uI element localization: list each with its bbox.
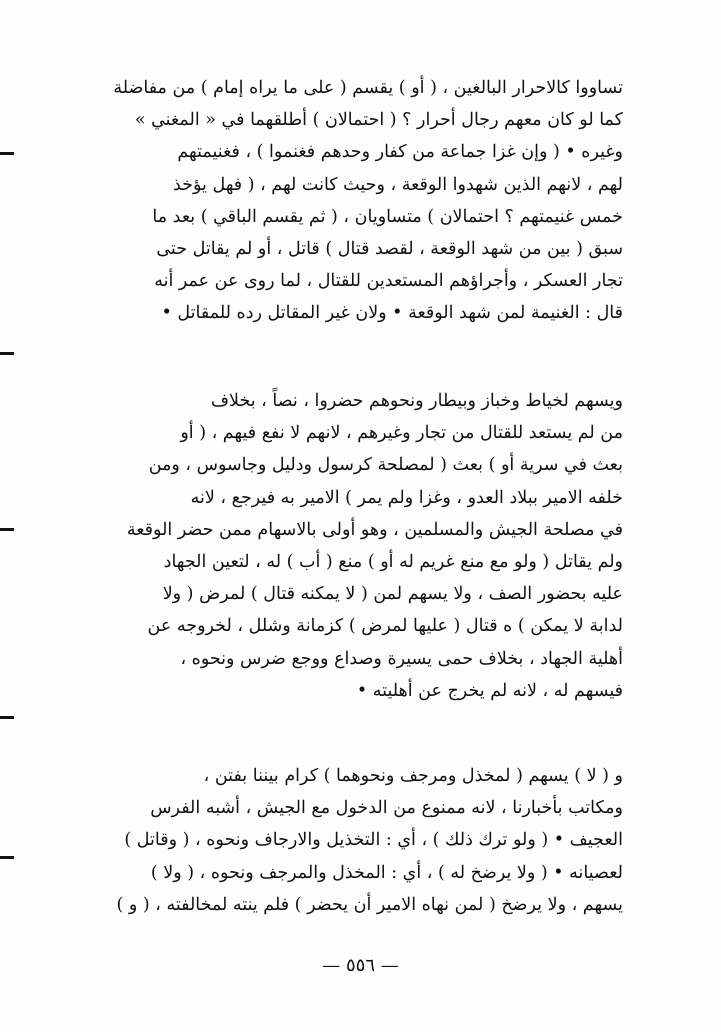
- text-line: لعصيانه • ( ولا يرضخ له ) ، أي : المخذل والمرجف ونحوه ، ( ولا ): [150, 862, 623, 883]
- binding-mark: [0, 352, 14, 355]
- text-line: خمس غنيمتهم ؟ احتمالان ) متساويان ، ( ثم يقسم الباقي ) بعد ما: [152, 206, 623, 227]
- text-line: قال : الغنيمة لمن شهد الوقعة • ولان غير المقاتل رده للمقاتل •: [161, 303, 623, 324]
- text-line: كما لو كان معهم رجال أحرار ؟ ( احتمالان ) أطلقهما في « المغني »: [134, 110, 623, 131]
- text-line: بعث في سرية أو ) بعث ( لمصلحة كرسول ودليل وجاسوس ، ومن: [148, 455, 623, 476]
- text-line: لهم ، لانهم الذين شهدوا الوقعة ، وحيث كانت لهم ، ( فهل يؤخذ: [172, 174, 623, 195]
- text-line: من لم يستعد للقتال من تجار وغيرهم ، لانهم لا نفع فيهم ، ( أو: [180, 423, 623, 444]
- text-line: فيسهم له ، لانه لم يخرج عن أهليته •: [356, 680, 623, 701]
- text-line: سبق ( بين من شهد الوقعة ، لقصد قتال ) قاتل ، أو لم يقاتل حتى: [156, 238, 623, 259]
- text-line: ويسهم لخياط وخباز وبيطار ونحوهم حضروا ، نصاً ، بخلاف: [210, 391, 623, 411]
- text-line: ولم يقاتل ( ولو مع منع غريم له أو ) منع ( أب ) له ، لتعين الجهاد: [163, 551, 623, 572]
- binding-mark: [0, 528, 14, 531]
- text-line: خلفه الامير ببلاد العدو ، وغزا ولم يمر ) الامير به فيرجع ، لانه: [190, 487, 623, 508]
- paragraph: [103, 760, 623, 921]
- page-number: — ٥٥٦ —: [322, 955, 399, 976]
- text-line: ومكاتب بأخبارنا ، لانه ممنوع من الدخول مع الجيش ، أشبه الفرس: [150, 798, 623, 819]
- text-line: تجار العسكر ، وأجراؤهم المستعدين للقتال ، لما روى عن عمر أنه: [154, 271, 623, 292]
- text-line: أهلية الجهاد ، بخلاف حمى يسيرة وصداع ووجع ضرس ونحوه ،: [180, 648, 623, 669]
- binding-mark: [0, 716, 14, 719]
- binding-mark: [0, 152, 14, 155]
- text-line: العجيف • ( ولو ترك ذلك ) ، أي : التخذيل والارجاف ونحوه ، ( وقاتل ): [124, 830, 623, 851]
- text-line: لدابة لا يمكن ) ه قتال ( عليها لمرض ) كزمانة وشلل ، لخروجه عن: [147, 616, 623, 637]
- text-line: يسهم ، ولا يرضخ ( لمن نهاه الامير أن يحضر ) فلم ينته لمخالفته ، ( و ): [116, 894, 623, 915]
- text-line: و ( لا ) يسهم ( لمخذل ومرجف ونحوهما ) كرام بيننا بفتن ،: [203, 766, 623, 786]
- text-line: عليه بحضور الصف ، ولا يسهم لمن ( لا يمكنه قتال ) لمرض ( ولا: [162, 584, 623, 605]
- paragraph: [103, 72, 623, 330]
- binding-mark: [0, 856, 14, 859]
- text-line: في مصلحة الجيش والمسلمين ، وهو أولى بالاسهام ممن حضر الوقعة: [126, 519, 623, 540]
- paragraph: [103, 385, 623, 707]
- text-line: وغيره • ( وإن غزا جماعة من كفار وحدهم فغنموا ) ، فغنيمتهم: [177, 142, 623, 163]
- text-line: تساووا كالاحرار البالغين ، ( أو ) يقسم ( على ما يراه إمام ) من مفاضلة: [113, 78, 623, 98]
